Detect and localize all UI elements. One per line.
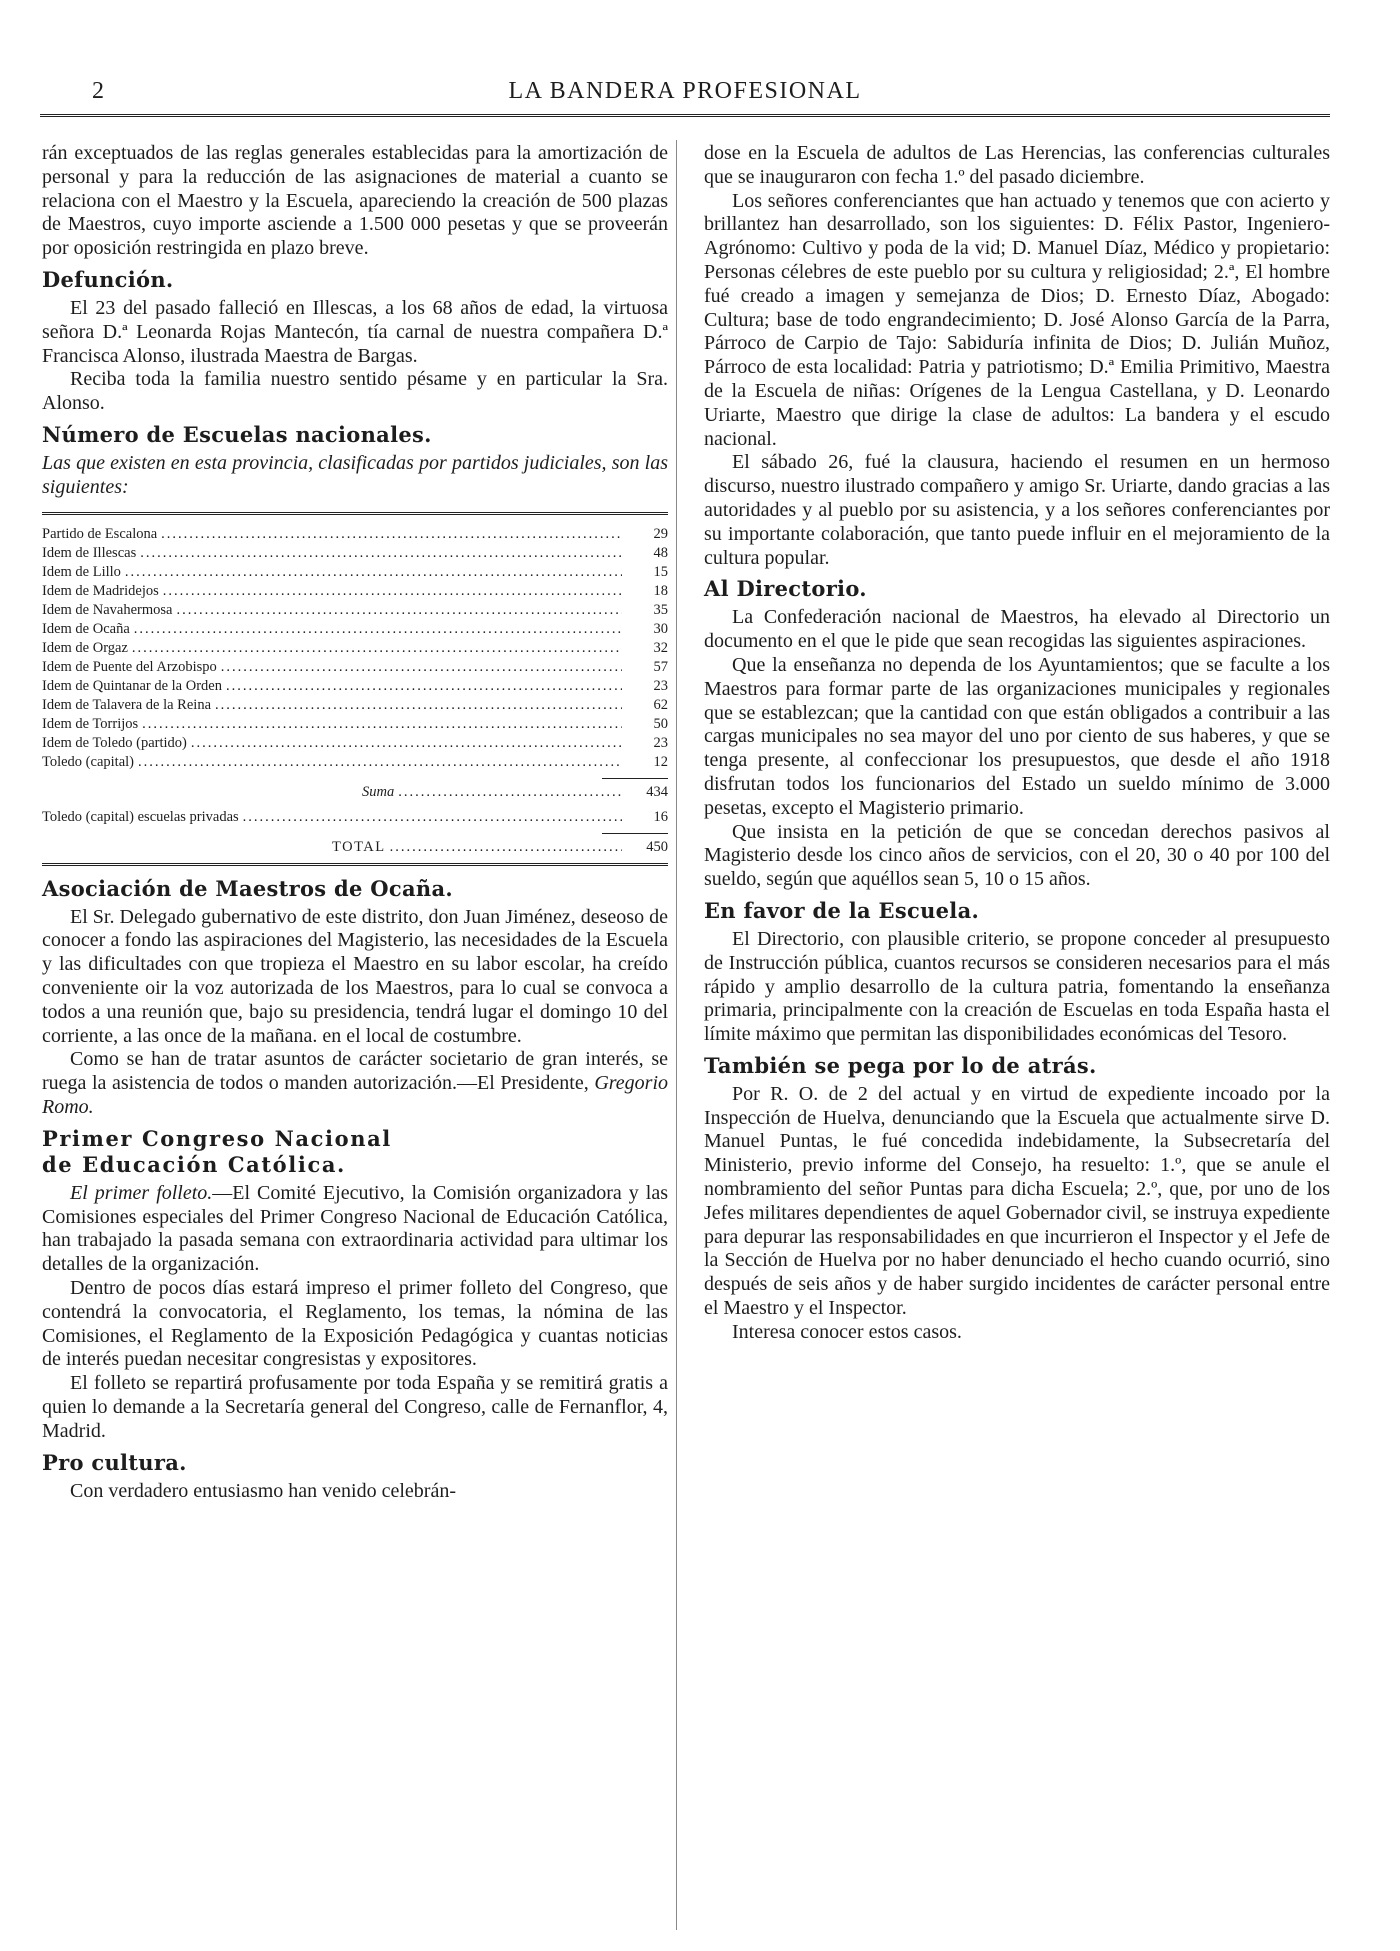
- congreso-paragraph-1-text: —El Comité Ejecutivo, la Comisión organizadora y las Comisiones especiales del Primer Congreso Nacional de Educación Católica, han trabajado la pasada semana con extraordinaria actividad para ultimar los detalles de la organización.: [42, 1181, 668, 1276]
- ocana-paragraph-2-text: Como se han de tratar asuntos de carácter societario de gran interés, se ruega la asistencia de todos o manden autorización.—El Presidente,: [42, 1048, 668, 1095]
- school-count: 23: [653, 734, 668, 751]
- column-divider: [676, 140, 677, 1930]
- district-name: Idem de Toledo (partido): [42, 734, 187, 751]
- escuelas-intro: Las que existen en esta provincia, clasificadas por partidos judiciales, son las siguientes:: [42, 451, 668, 498]
- section-title-escuelas: Número de Escuelas nacionales.: [42, 421, 432, 447]
- district-name: Idem de Puente del Arzobispo: [42, 658, 217, 675]
- intro-paragraph: rán exceptuados de las reglas generales establecidas para la amortización de personal y para la reducción de las asignaciones de material a cuanto se relaciona con el Maestro y la Escuela, apareciendo la creación de 500 plazas de Maestros, cuyo importe asciende a 1.500 000 pesetas y que se proveerán por oposición restringida en plazo breve.: [42, 142, 668, 260]
- table-row-privadas: [42, 808, 668, 827]
- table-row: [42, 544, 668, 563]
- ocana-signature: Gregorio Romo.: [42, 1072, 669, 1118]
- table-bottom-rule: [42, 863, 668, 866]
- table-row-total: [42, 838, 668, 857]
- district-name: Idem de Illescas: [42, 544, 137, 561]
- page-number: 2: [92, 78, 104, 104]
- favor-paragraph-1: El Directorio, con plausible criterio, se propone conceder al presupuesto de Instrucción pública, cuantos recursos se consideren necesarios para el más rápido y amplio desarrollo de la cultura patria, fomentando la enseñanza primaria, principalmente con la creación de Escuelas en toda España hasta el límite máximo que permitan las disponibilidades económicas del Tesoro.: [704, 927, 1330, 1046]
- cultura-paragraph-2: Los señores conferenciantes que han actuado y tenemos que con acierto y brillantez han desarrollado, son los siguientes: D. Félix Pastor, Ingeniero-Agrónomo: Cultivo y poda de la vid; D. Manuel Díaz, Médico y propietario: Personas célebres de este pueblo por su cultura y religiosidad; 2.ª, El hombre fué creado a imagen y semejanza de Dios; D. Ernesto Díaz, Abogado: Cultura; base de todo engrandecimiento; D. José Alonso García de la Parra, Párroco de Carpio de Tajo: Sabiduría infinita de Dios; D. Julián Muñoz, Párroco de esta localidad: Patria y patriotismo; D.ª Emilia Primitivo, Maestra de la Escuela de niñas: Orígenes de la Lengua Castellana, y D. Leonardo Uriarte, Maestro que dirige la clase de adultos: La bandera y el escudo nacional.: [704, 189, 1330, 450]
- school-count: 12: [653, 753, 668, 770]
- school-count: 35: [653, 601, 668, 618]
- school-count: 23: [653, 677, 668, 694]
- privadas-label: Toledo (capital) escuelas privadas: [42, 808, 239, 825]
- school-count: 15: [653, 563, 668, 580]
- school-count: 50: [653, 715, 668, 732]
- left-column: [42, 142, 668, 1503]
- section-title-cultura: Pro cultura.: [42, 1449, 187, 1475]
- school-count: 48: [653, 544, 668, 561]
- cultura-continuation: dose en la Escuela de adultos de Las Herencias, las conferencias culturales que se inauguraron con fecha 1.º del pasado diciembre.: [704, 142, 1330, 188]
- section-title-defuncion: Defunción.: [42, 266, 174, 292]
- section-title-favor: En favor de la Escuela.: [704, 897, 980, 923]
- district-name: Idem de Orgaz: [42, 639, 128, 656]
- congreso-paragraph-1: [42, 1182, 668, 1277]
- school-count: 30: [653, 620, 668, 637]
- district-name: Idem de Talavera de la Reina: [42, 696, 212, 713]
- table-row: [42, 753, 668, 772]
- total-label: TOTAL: [332, 838, 386, 855]
- district-name: Idem de Quintanar de la Orden: [42, 677, 222, 694]
- sum-value: 434: [646, 783, 668, 800]
- table-top-rule: [42, 512, 668, 515]
- ocana-paragraph-1: El Sr. Delegado gubernativo de este distrito, don Juan Jiménez, deseoso de conocer a fondo las aspiraciones del Magisterio, las necesidades de la Escuela y las dificultades con que tropieza el Maestro en su labor escolar, ha creído conveniente oir la voz autorizada de los Maestros, para lo cual se convoca a todos a una reunión que, bajo su presidencia, tendrá lugar el domingo 10 del corriente, a las once de la mañana. en el local de costumbre.: [42, 905, 668, 1047]
- district-name: Toledo (capital): [42, 753, 134, 770]
- defuncion-paragraph-2: Reciba toda la familia nuestro sentido pésame y en particular la Sra. Alonso.: [42, 368, 668, 415]
- school-count: 32: [653, 639, 668, 656]
- subtotal-rule: [602, 778, 668, 779]
- section-title-ocana: Asociación de Maestros de Ocaña.: [42, 875, 453, 901]
- district-name: Idem de Torrijos: [42, 715, 139, 732]
- running-title: LA BANDERA PROFESIONAL: [508, 78, 862, 104]
- cultura-paragraph-1: Con verdadero entusiasmo han venido celebrán-: [70, 1479, 456, 1502]
- cultura-paragraph-3: El sábado 26, fué la clausura, haciendo el resumen en un hermoso discurso, nuestro ilustrado compañero y amigo Sr. Uriarte, dando gracias a las autoridades y al pueblo por su asistencia, y a los señores conferenciantes por su importante colaboración, que tanto puede influir en el mejoramiento de la cultura popular.: [704, 451, 1330, 569]
- table-row: [42, 715, 668, 734]
- table-row-sum: [42, 783, 668, 802]
- atras-paragraph-1: Por R. O. de 2 del actual y en virtud de expediente incoado por la Inspección de Huelva, denunciando que la Escuela que actualmente sirve D. Manuel Puntas, le fué concedida indebidamente, la Subsecretaría del Ministerio, previo informe del Consejo, ha resuelto: 1.º, que se anule el nombramiento del señor Puntas para dicha Escuela; 2.º, que, por uno de los Jefes militares dependientes de aquel Gobernador civil, se instruya expediente para depurar las responsabilidades en que incurrieron el Inspector y el Jefe de la Sección de Huelva por no haber denunciado el hecho cuando ocurrió, sino después de seis años y de haber surgido incidentes de carácter personal entre el Maestro y el Inspector.: [704, 1082, 1330, 1320]
- atras-paragraph-2: Interesa conocer estos casos.: [732, 1320, 962, 1343]
- defuncion-paragraph-1: El 23 del pasado falleció en Illescas, a los 68 años de edad, la virtuosa señora D.ª Leonarda Rojas Mantecón, tía carnal de nuestra compañera D.ª Francisca Alonso, ilustrada Maestra de Bargas.: [42, 296, 668, 367]
- section-title-directorio: Al Directorio.: [704, 576, 867, 602]
- section-title-congreso: [42, 1126, 668, 1178]
- section-title-atras: También se pega por lo de atrás.: [704, 1052, 1097, 1078]
- right-column: [704, 142, 1330, 1345]
- ocana-paragraph-2: [42, 1048, 668, 1119]
- table-row: [42, 601, 668, 620]
- header-rule: [40, 114, 1330, 117]
- total-rule: [602, 833, 668, 834]
- district-name: Partido de Escalona: [42, 525, 158, 542]
- table-row: [42, 525, 668, 544]
- total-value: 450: [646, 838, 668, 855]
- table-row: [42, 582, 668, 601]
- table-row: [42, 696, 668, 715]
- school-count: 18: [653, 582, 668, 599]
- table-row: [42, 563, 668, 582]
- district-name: Idem de Navahermosa: [42, 601, 173, 618]
- congreso-title-line-1: Primer Congreso Nacional: [42, 1125, 392, 1151]
- directorio-paragraph-1: La Confederación nacional de Maestros, ha elevado al Directorio un documento en el que le pide que sean recogidas las siguientes aspiraciones.: [704, 606, 1330, 653]
- district-name: Idem de Madridejos: [42, 582, 159, 599]
- sum-label: Suma: [362, 783, 395, 800]
- congreso-paragraph-3: El folleto se repartirá profusamente por toda España y se remitirá gratis a quien lo demande a la Secretaría general del Congreso, calle de Fernanflor, 4, Madrid.: [42, 1372, 668, 1442]
- directorio-paragraph-3: Que insista en la petición de que se concedan derechos pasivos al Magisterio desde los cinco años de servicios, con el 20, 30 o 40 por 100 del sueldo, según que aquéllos sean 5, 10 o 15 años.: [704, 820, 1330, 891]
- directorio-paragraph-2: Que la enseñanza no dependa de los Ayuntamientos; que se faculte a los Maestros para formar parte de las organizaciones municipales y regionales que se establezcan; que la cantidad con que están obligados a contribuir a las cargas municipales no sea mayor del uno por ciento de sus haberes, y que se tenga presente, al confeccionar los presupuestos, que desde el año 1918 disfrutan todos los funcionarios del Estado un sueldo mínimo de 3.000 pesetas, excepto el Magisterio primario.: [704, 653, 1330, 819]
- table-row: [42, 620, 668, 639]
- school-count: 57: [653, 658, 668, 675]
- schools-table: [42, 512, 668, 866]
- table-row: [42, 658, 668, 677]
- table-row: [42, 639, 668, 658]
- congreso-lead: El primer folleto.: [70, 1181, 213, 1204]
- congreso-paragraph-2: Dentro de pocos días estará impreso el primer folleto del Congreso, que contendrá la convocatoria, el Reglamento, los temas, la nómina de las Comisiones, el Reglamento de la Exposición Pedagógica y cuantas noticias de interés puedan necesitar congresistas y expositores.: [42, 1276, 668, 1371]
- table-row: [42, 734, 668, 753]
- school-count: 29: [653, 525, 668, 542]
- privadas-value: 16: [653, 808, 668, 825]
- district-name: Idem de Ocaña: [42, 620, 130, 637]
- page-header: [40, 78, 1330, 116]
- table-row: [42, 677, 668, 696]
- school-count: 62: [653, 696, 668, 713]
- congreso-title-line-2: de Educación Católica.: [42, 1151, 346, 1177]
- district-name: Idem de Lillo: [42, 563, 121, 580]
